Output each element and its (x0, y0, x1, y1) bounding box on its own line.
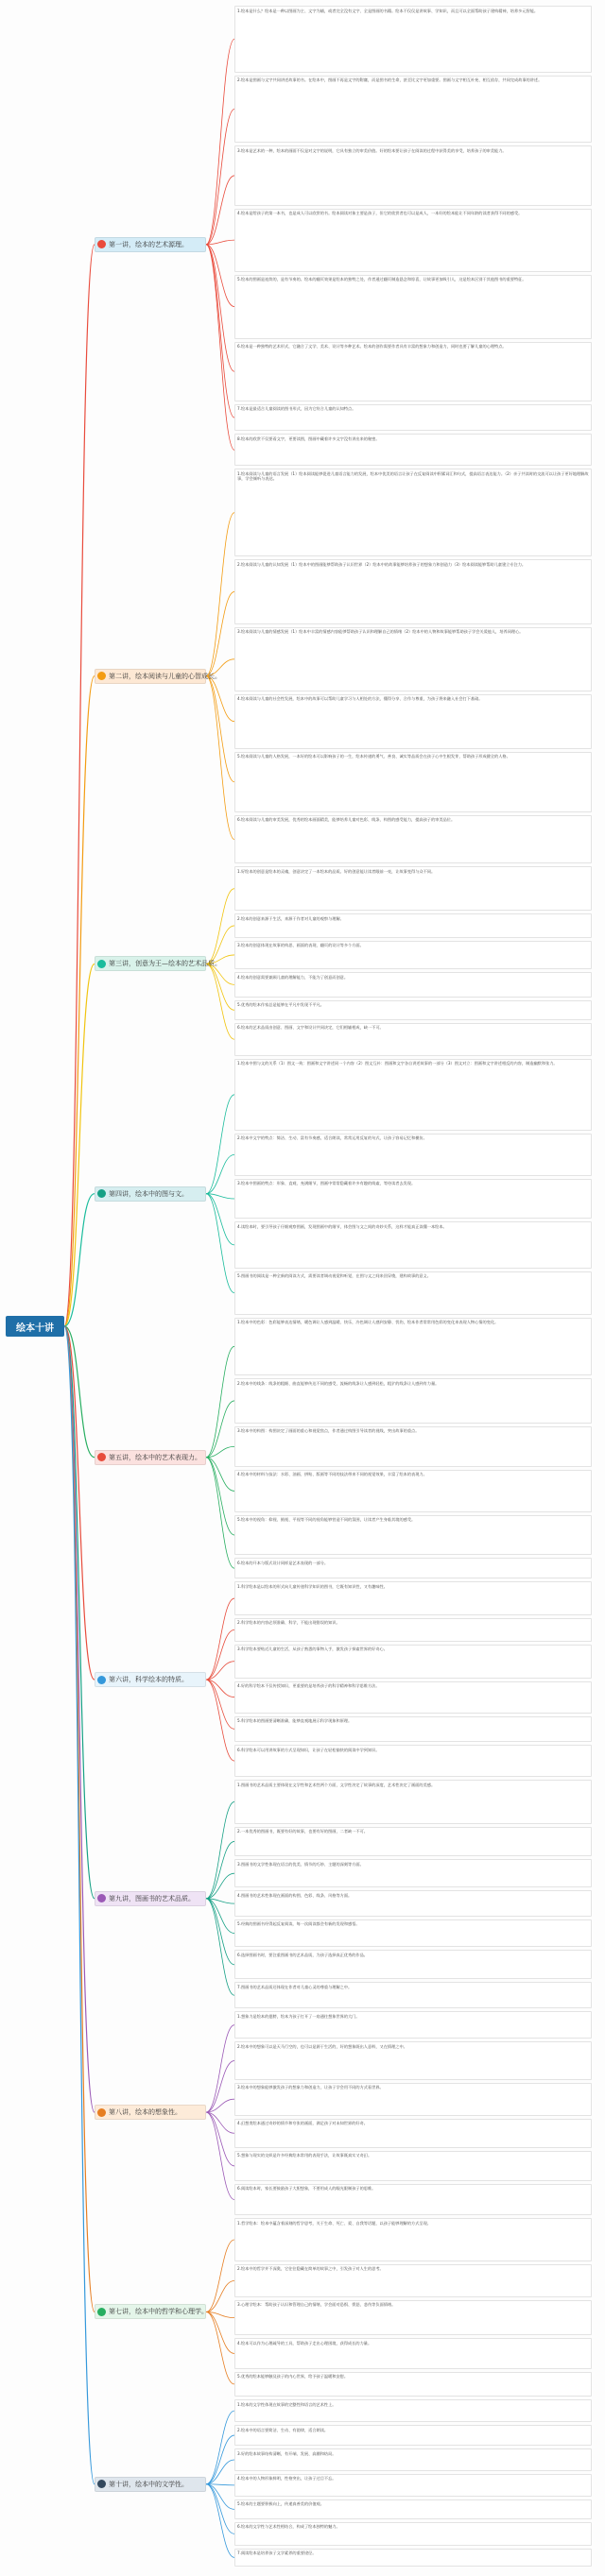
branch-bullet-icon (97, 2108, 106, 2117)
branch-bullet-icon (97, 2308, 106, 2316)
leaf-node[interactable]: 2.一本优秀的图画书，既要有好的故事，也要有好的图画，二者缺一不可。 (234, 1827, 592, 1856)
branch-leaf-connector (206, 676, 234, 840)
branch-leaf-connector (206, 2484, 234, 2558)
leaf-node[interactable]: 1.图画书的艺术品质主要体现在文学性和艺术性两个方面，文学性决定了故事的深度，艺术性决定了画面的美感。 (234, 1780, 592, 1824)
branch-leaf-connector (206, 676, 234, 782)
leaf-node[interactable]: 2.绘本是图画与文字共同讲述故事的书。在绘本中，图画不再是文字的附庸，而是图书的生命，甚至比文字更加重要。图画与文字相互补充、相互依存，共同完成故事的讲述。 (234, 76, 592, 144)
leaf-node[interactable]: 4.绘本可以作为心理疏导的工具，帮助孩子走出心理困境，获得成长的力量。 (234, 2338, 592, 2368)
branch-node[interactable] (95, 1672, 206, 1687)
leaf-node[interactable]: 4.好的科学绘本不仅传授知识，更重要的是培养孩子的科学精神和科学思维方法。 (234, 1681, 592, 1714)
branch-bullet-icon (97, 672, 106, 680)
branch-leaf-connector (206, 1598, 234, 1680)
branch-leaf-connector (206, 39, 234, 244)
leaf-node[interactable]: 5.图画书的阅读是一种全新的阅读方式，需要读者调动视觉和听觉，在图与文之间来回穿梭，建构故事的意义。 (234, 1271, 592, 1315)
branch-bullet-icon (97, 1894, 106, 1902)
leaf-node[interactable]: 7.阅读绘本是培养孩子文学素养的重要途径。 (234, 2549, 592, 2567)
leaf-node[interactable]: 1.哲学绘本：绘本中蕴含着深刻的哲学思考，关于生命、死亡、爱、自我等话题，以孩子能够理解的方式呈现。 (234, 2218, 592, 2261)
leaf-node[interactable]: 3.图画书的文学性体现在语言的优美、情节的巧妙、主题的深刻等方面。 (234, 1859, 592, 1887)
root-branch-connector (64, 1326, 95, 2312)
leaf-node[interactable]: 3.科学绘本要贴近儿童的生活，从孩子熟悉的事物入手，激发孩子探索世界的好奇心。 (234, 1645, 592, 1679)
branch-label: 第六讲，科学绘本的特质。 (109, 1676, 188, 1684)
branch-leaf-connector (206, 245, 234, 371)
branch-leaf-connector (206, 1154, 234, 1193)
branch-leaf-connector (206, 2460, 234, 2484)
branch-label: 第九讲，图画书的艺术品质。 (109, 1894, 195, 1902)
branch-leaf-connector (206, 2411, 234, 2484)
leaf-node[interactable]: 6.绘本的艺术品质由创意、图画、文字和设计共同决定，它们相辅相成，缺一不可。 (234, 1023, 592, 1056)
branch-leaf-connector (206, 2435, 234, 2484)
leaf-node[interactable]: 2.科学绘本的内容必须准确、科学，不能出现错误的知识。 (234, 1618, 592, 1642)
leaf-node[interactable]: 6.绘本的文学性与艺术性相结合，构成了绘本独特的魅力。 (234, 2522, 592, 2546)
branch-node[interactable] (95, 669, 221, 684)
branch-node[interactable] (95, 2477, 206, 2492)
branch-label: 第三讲，创意为王—绘本的艺术品质。 (109, 960, 221, 968)
leaf-node[interactable]: 1.绘本中的色彩：色彩能够表达情绪，暖色调让人感到温暖、快乐，冷色调让人感到安静、忧伤，绘本作者常常用色彩的变化来表现人物心情的变化。 (234, 1318, 592, 1376)
root-node[interactable]: 绘本十讲 (6, 1316, 64, 1337)
branch-leaf-connector (206, 1899, 234, 1934)
branch-label: 第四讲，绘本中的图与文。 (109, 1189, 188, 1198)
leaf-node[interactable]: 3.绘本阅读与儿童的情感发展（1）绘本中丰富的情感内容能够帮助孩子认识和理解自己的情绪（2）绘本中的人物和故事能够帮助孩子学会关爱他人，培养同理心。 (234, 627, 592, 691)
branch-label: 第二讲，绘本阅读与儿童的心智成长。 (109, 672, 221, 680)
leaf-node[interactable]: 3.绘本中图画的特点：形象、直观、充满细节，图画中常常隐藏着许多有趣的线索，等待读者去发现。 (234, 1179, 592, 1219)
branch-leaf-connector (206, 591, 234, 675)
branch-leaf-connector (206, 1458, 234, 1535)
branch-node[interactable] (95, 2105, 206, 2120)
branch-bullet-icon (97, 1676, 106, 1684)
branch-node[interactable] (95, 237, 206, 252)
leaf-node[interactable]: 6.科学绘本可以用讲故事的方式呈现知识，让孩子在轻松愉快的阅读中学到知识。 (234, 1745, 592, 1777)
leaf-node[interactable]: 1.想象力是绘本的翅膀，绘本为孩子打开了一扇通往想象世界的大门。 (234, 2011, 592, 2039)
branch-leaf-connector (206, 1346, 234, 1457)
branch-leaf-connector (206, 2280, 234, 2312)
branch-leaf-connector (206, 1446, 234, 1457)
branch-leaf-connector (206, 2312, 234, 2383)
branch-leaf-connector (206, 964, 234, 1039)
branch-label: 第七讲，绘本中的哲学和心理学。 (109, 2308, 208, 2316)
leaf-node[interactable]: 3.好的绘本故事结构清晰，有开端、发展、高潮和结局。 (234, 2448, 592, 2471)
branch-leaf-connector (206, 1801, 234, 1898)
branch-bullet-icon (97, 1189, 106, 1198)
leaf-node[interactable]: 6.绘本阅读与儿童的审美发展，优秀的绘本画面精美，能够培养儿童对色彩、线条、构图的感受能力，提高孩子的审美品位。 (234, 815, 592, 863)
branch-leaf-connector (206, 1194, 234, 1245)
leaf-node[interactable]: 2.绘本中的线条：线条的粗细、曲直能够传达不同的感受，流畅的线条让人感到轻松，粗犷的线条让人感到有力量。 (234, 1378, 592, 1424)
root-branch-connector (64, 245, 95, 1326)
leaf-node[interactable]: 3.绘本是艺术的一种，绘本的画面不仅是对文字的说明，它具有独立的审美价值。好的绘本要让孩子在阅读的过程中获得美的享受，培养孩子的审美能力。 (234, 145, 592, 205)
branch-label: 第一讲，绘本的艺术源理。 (109, 240, 188, 248)
leaf-node[interactable]: 2.绘本中的语言要简洁、生动、有韵律，适合朗读。 (234, 2425, 592, 2446)
branch-leaf-connector (206, 513, 234, 676)
leaf-node[interactable]: 6.绘本的开本与版式设计同样是艺术表现的一部分。 (234, 1558, 592, 1578)
leaf-node[interactable]: 5.优秀的绘本能够触及孩子的内心世界，给予孩子温暖和安慰。 (234, 2372, 592, 2397)
leaf-node[interactable]: 3.心理学绘本：帮助孩子认识和管理自己的情绪，学会面对恐惧、愤怒、悲伤等负面情绪。 (234, 2300, 592, 2336)
leaf-node[interactable]: 1.科学绘本是以绘本的形式向儿童传递科学知识的图书，它既有知识性，又有趣味性。 (234, 1581, 592, 1615)
root-branch-connector (64, 1326, 95, 2112)
leaf-node[interactable]: 4.绘本中的材料与技法：水彩、油画、拼贴、版画等不同的技法带来不同的视觉效果，丰富了绘本的表现力。 (234, 1470, 592, 1512)
branch-node[interactable] (95, 2304, 206, 2319)
leaf-node[interactable]: 5.绘本阅读与儿童的人格发展，一本好的绘本可以影响孩子的一生，绘本传递的勇气、善良、诚实等品质会在孩子心中生根发芽，帮助孩子形成健全的人格。 (234, 752, 592, 812)
leaf-node[interactable]: 1.绘本阅读与儿童的语言发展（1）绘本阅读能够促进儿童语言能力的发展，绘本中优美的语言让孩子在反复阅读中积累词汇和句式，提高语言表达能力。（2）亲子共读时的交流可以让孩子更好地理解故事，学会倾听与表达。 (234, 469, 592, 556)
leaf-node[interactable]: 4.绘本是给孩子的第一本书，也是成人可以欣赏的书。绘本阅读对象主要是孩子，但它的欣赏者也可以是成人，一本好的绘本能让不同年龄的读者获得不同的感受。 (234, 209, 592, 272)
branch-leaf-connector (206, 2484, 234, 2510)
branch-label: 第五讲，绘本中的艺术表现力。 (109, 1453, 201, 1461)
leaf-node[interactable]: 1.绘本是什么？绘本是一种以图画为主、文字为辅，或者完全没有文字、全是图画的书籍。绘本不仅仅是讲故事、学知识，而且可以全面帮助孩子建构精神，培养多元智能。 (234, 6, 592, 73)
branch-leaf-connector (206, 1095, 234, 1194)
leaf-node[interactable]: 5.经典的图画书经得起反复阅读，每一次阅读都会有新的发现和感悟。 (234, 1919, 592, 1947)
leaf-node[interactable]: 6.绘本是一种独特的艺术形式，它融合了文学、美术、设计等多种艺术。绘本的创作需要作者具有丰富的想象力和创造力，同时也要了解儿童的心理特点。 (234, 342, 592, 401)
branch-leaf-connector (206, 1401, 234, 1458)
leaf-node[interactable]: 2.绘本中的哲学并不深奥，它往往隐藏在简单的故事之中，引发孩子对人生的思考。 (234, 2264, 592, 2297)
branch-label: 第十讲，绘本中的文学性。 (109, 2480, 188, 2488)
leaf-node[interactable]: 5.绘本的图画是连续的，是有节奏的。绘本的翻页效果是绘本的独特之处，作者通过翻页制造悬念和惊喜，让故事更加吸引人，这是绘本区别于其他图书的重要特征。 (234, 275, 592, 339)
leaf-node[interactable]: 8.绘本的欣赏不仅要看文字，更要读图，图画中藏着许多文字没有讲出来的秘密。 (234, 434, 592, 466)
leaf-node[interactable]: 4.幻想类绘本通过奇妙的情节和夸张的画面，满足孩子对未知世界的好奇。 (234, 2119, 592, 2148)
branch-leaf-connector (206, 245, 234, 418)
leaf-node[interactable]: 3.绘本的创意体现在故事的构思、画面的表现、翻页的设计等多个方面。 (234, 941, 592, 969)
branch-bullet-icon (97, 960, 106, 968)
branch-leaf-connector (206, 2484, 234, 2534)
leaf-node[interactable]: 5.绘本的主题要积极向上，传递真善美的价值观。 (234, 2499, 592, 2519)
leaf-node[interactable]: 1.绘本的文学性体现在故事的完整性和语言的艺术性上。 (234, 2399, 592, 2422)
branch-leaf-connector (206, 1899, 234, 1995)
leaf-node[interactable]: 2.绘本中的想象可以是天马行空的，也可以是源于生活的，好的想象既出人意料，又在情理之中。 (234, 2041, 592, 2079)
leaf-node[interactable]: 4.绘本的创意需要兼顾儿童的理解能力，不能为了创意而创意。 (234, 972, 592, 998)
leaf-node[interactable]: 1.绘本中图与文的关系（1）图文一致：图画和文字讲述同一个内容（2）图文互补：图画和文字各自讲述故事的一部分（3）图文对立：图画和文字讲述相反的内容，制造幽默和张力。 (234, 1059, 592, 1131)
branch-label: 第八讲，绘本的想象性。 (109, 2108, 182, 2117)
leaf-node[interactable]: 4.图画书的艺术性体现在画面的构图、色彩、线条、风格等方面。 (234, 1890, 592, 1917)
branch-leaf-connector (206, 926, 234, 964)
leaf-node[interactable]: 3.绘本中的构图：构图决定了画面的重心和视觉焦点，作者通过构图引导读者的视线，突出故事的重点。 (234, 1426, 592, 1467)
leaf-node[interactable]: 5.科学绘本的图画要清晰准确，能够直观地展示科学现象和原理。 (234, 1716, 592, 1743)
leaf-node[interactable]: 3.绘本中的想象能够激发孩子的想象力和创造力，让孩子学会用不同的方式看世界。 (234, 2083, 592, 2116)
leaf-node[interactable]: 6.阅读绘本时，家长要鼓励孩子大胆想象，不要用成人的眼光限制孩子的思维。 (234, 2184, 592, 2215)
leaf-node[interactable]: 2.绘本中文字的特点：简洁、生动、富有节奏感，适合朗读，常常运用反复的句式，让孩子容易记忆和模仿。 (234, 1134, 592, 1176)
leaf-node[interactable]: 2.绘本的创意来源于生活，来源于作者对儿童的观察与理解。 (234, 913, 592, 938)
leaf-node[interactable]: 2.绘本阅读与儿童的认知发展（1）绘本中的图画能够帮助孩子认识世界（2）绘本中的故事能够培养孩子的想象力和创造力（3）绘本阅读能够帮助儿童建立专注力。 (234, 559, 592, 624)
branch-leaf-connector (206, 2112, 234, 2199)
branch-leaf-connector (206, 1680, 234, 1761)
leaf-node[interactable]: 7.绘本是最适合儿童阅读的图书形式，因为它符合儿童的认知特点。 (234, 404, 592, 431)
branch-node[interactable] (95, 1891, 206, 1906)
branch-node[interactable] (95, 1186, 206, 1202)
leaf-node[interactable]: 1.好绘本的创意是绘本的灵魂，创意决定了一本绘本的品质。好的创意能让读者眼前一亮，让故事变得与众不同。 (234, 866, 592, 911)
branch-bullet-icon (97, 1453, 106, 1461)
branch-leaf-connector (206, 109, 234, 244)
branch-leaf-connector (206, 889, 234, 964)
leaf-node[interactable]: 4.读绘本时，要引导孩子仔细观察图画，发现图画中的细节，体会图与文之间的奇妙关系，这样才能真正读懂一本绘本。 (234, 1221, 592, 1269)
branch-leaf-connector (206, 2240, 234, 2312)
branch-leaf-connector (206, 176, 234, 245)
leaf-node[interactable]: 6.选择图画书时，要注重图画书的艺术品质，为孩子选择真正优秀的作品。 (234, 1950, 592, 1979)
branch-leaf-connector (206, 2025, 234, 2112)
leaf-node[interactable]: 5.想象与现实的交织是许多经典绘本常用的表现手法，让故事既真实又奇幻。 (234, 2151, 592, 2181)
branch-node[interactable] (95, 1450, 206, 1465)
leaf-node[interactable]: 7.图画书的艺术品质还体现在作者对儿童心灵的尊重与理解之中。 (234, 1982, 592, 2008)
leaf-node[interactable]: 5.优秀的绘本作家总是能够在平凡中发现不平凡。 (234, 1000, 592, 1020)
branch-node[interactable] (95, 956, 221, 971)
branch-bullet-icon (97, 240, 106, 248)
leaf-node[interactable]: 4.绘本中的人物形象鲜明，性格突出，让孩子过目不忘。 (234, 2474, 592, 2497)
branch-bullet-icon (97, 2480, 106, 2488)
leaf-node[interactable]: 5.绘本中的视角：仰视、俯视、平视等不同的视角能够营造不同的氛围，让读者产生身临其境的感受。 (234, 1515, 592, 1555)
leaf-node[interactable]: 4.绘本阅读与儿童的社会性发展，绘本中的故事可以帮助儿童学习与人相处的方法，懂得分享、合作与尊重，为孩子将来融入社会打下基础。 (234, 694, 592, 749)
